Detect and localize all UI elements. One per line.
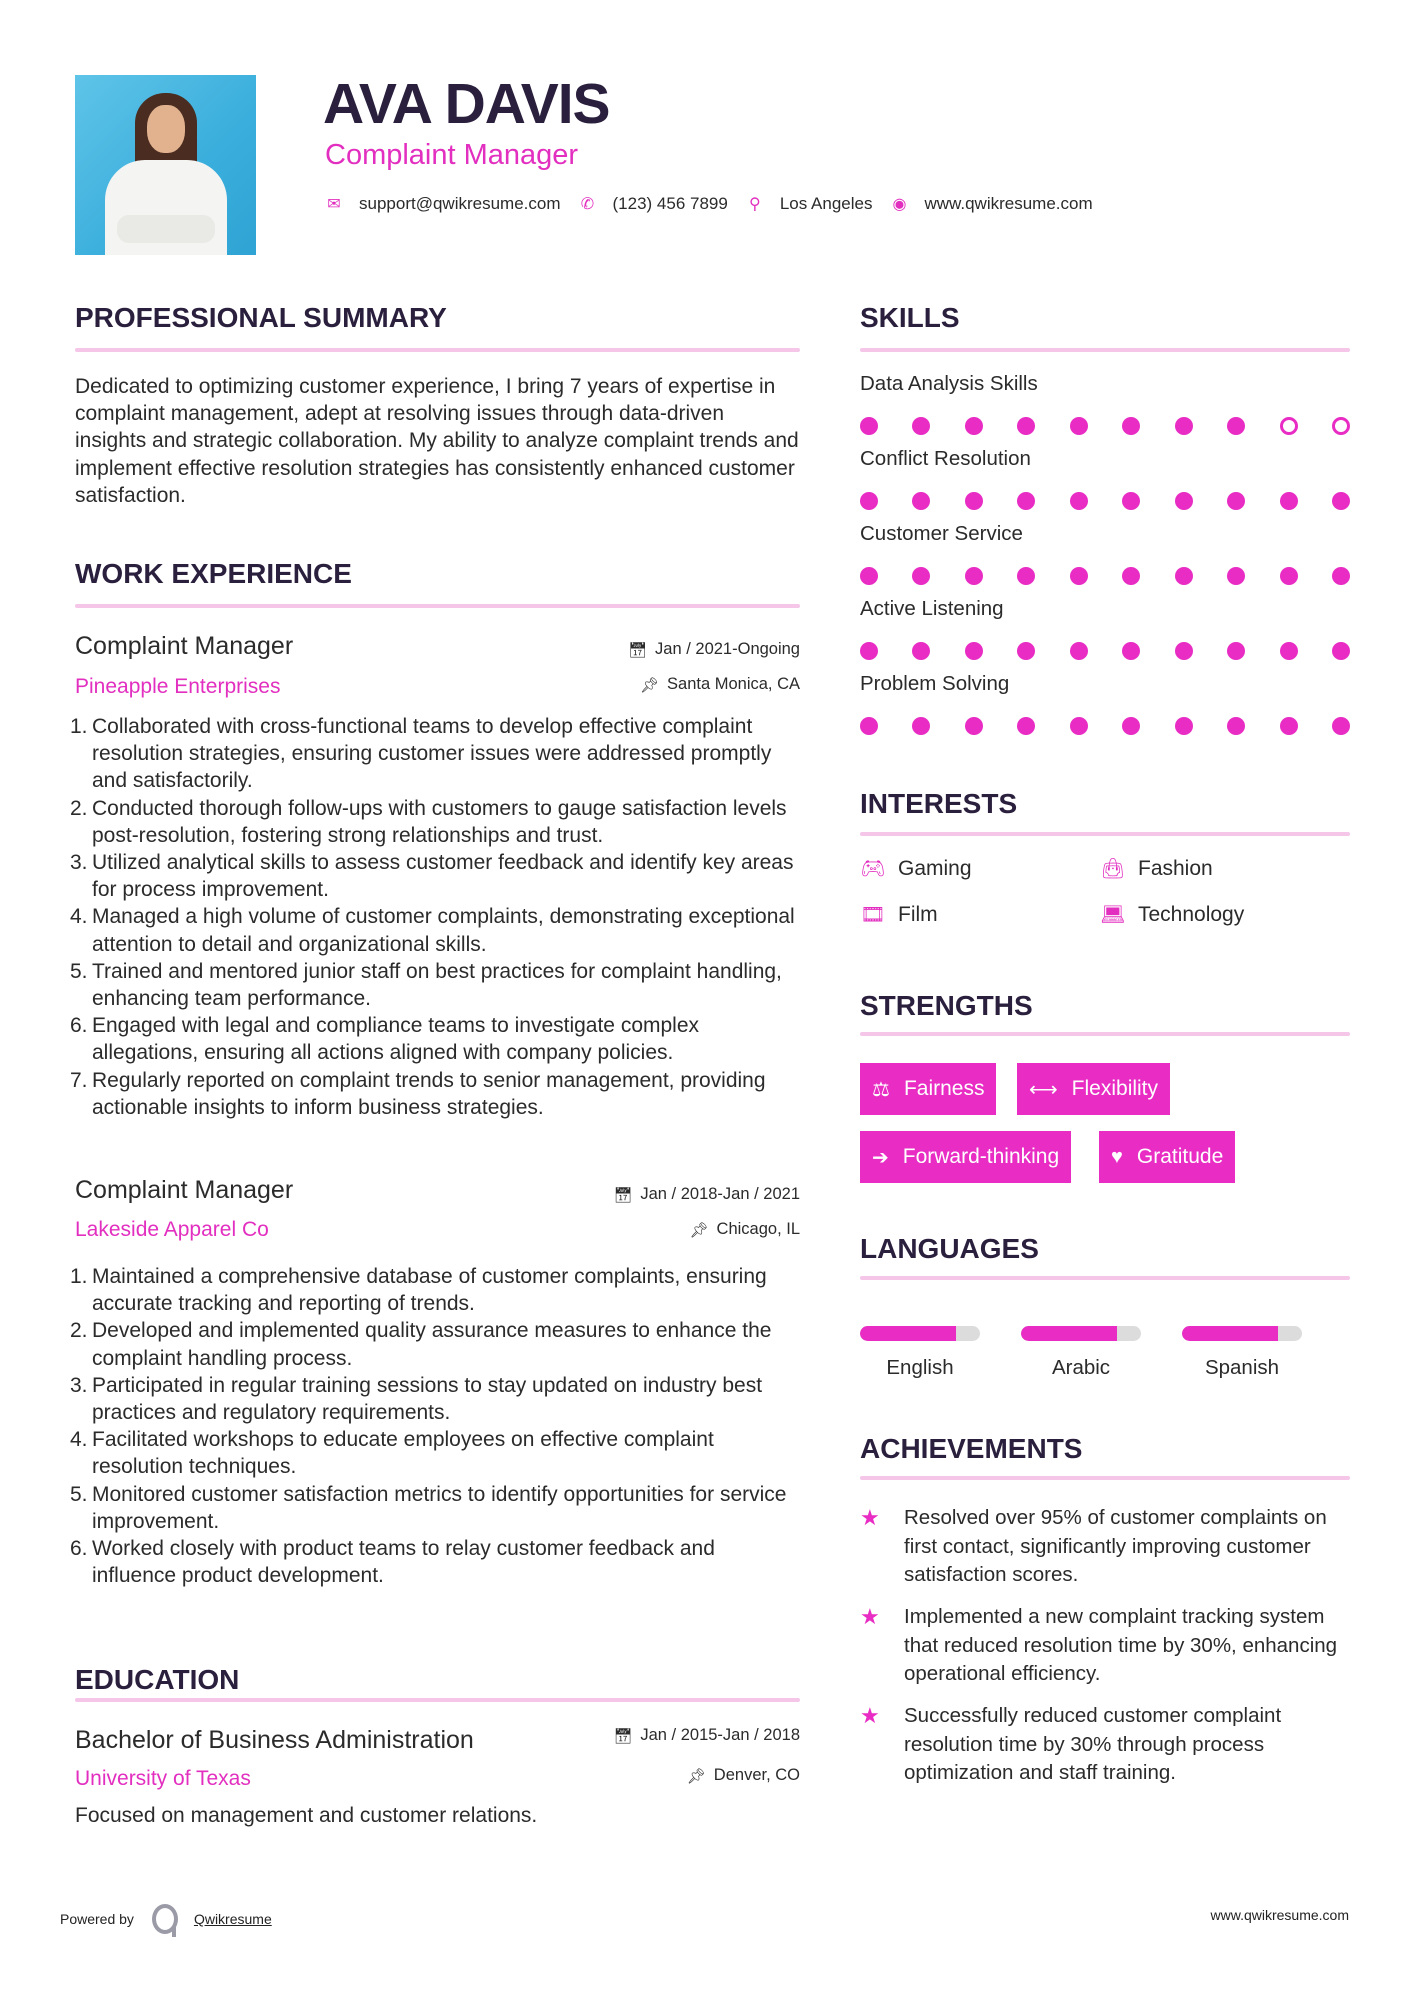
languages-heading: LANGUAGES	[860, 1233, 1039, 1264]
rating-dot-filled	[860, 567, 878, 585]
interest-item-film: 🎞︎ Film	[860, 902, 938, 926]
rating-dot-filled	[1175, 642, 1193, 660]
skill-rating	[860, 417, 1350, 435]
strengths-divider	[860, 1032, 1350, 1036]
strength-badge-fairness: ⚖ Fairness	[860, 1063, 996, 1115]
qwikresume-logo-icon	[152, 1904, 178, 1934]
job-title: Complaint Manager	[75, 632, 294, 660]
rating-dot-filled	[1280, 492, 1298, 510]
achievements-heading: ACHIEVEMENTS	[860, 1433, 1083, 1464]
summary-text: Dedicated to optimizing customer experience, I bring 7 years of expertise in complaint management, adept at resolving issues through data-driven insights and strategic collaboration. My ability to analyze complaint trends and implement effective resolution strategies has consistently enhanced customer satisfaction.	[75, 375, 799, 507]
arrows-horizontal-icon: ⟷	[1029, 1078, 1058, 1101]
rating-dot-filled	[912, 492, 930, 510]
rating-dot-filled	[965, 567, 983, 585]
envelope-icon: ✉	[327, 196, 341, 213]
powered-by-text: Powered by	[60, 1911, 134, 1927]
skill-rating	[860, 492, 1350, 510]
job-location	[689, 1220, 800, 1239]
footer-powered-by	[60, 1904, 272, 1934]
summary-divider	[75, 348, 800, 352]
skill-label: Active Listening	[860, 597, 1004, 620]
experience-divider	[75, 604, 800, 608]
bullet-item: 1. Maintained a comprehensive database of customer complaints, ensuring accurate tracking and reporting of trends.	[70, 1265, 767, 1316]
arrow-right-icon: ➔	[872, 1146, 889, 1169]
job-bullets	[70, 1263, 800, 1589]
skill-rating	[860, 717, 1350, 735]
rating-dot-filled	[1227, 417, 1245, 435]
school-name: University of Texas	[75, 1767, 251, 1790]
achievement-item: ★ Resolved over 95% of customer complaints on first contact, significantly improving customer satisfaction scores.	[860, 1504, 1350, 1590]
rating-dot-filled	[1280, 642, 1298, 660]
rating-dot-filled	[912, 717, 930, 735]
qwikresume-link[interactable]: Qwikresume	[193, 1911, 272, 1927]
job-company: Pineapple Enterprises	[75, 675, 281, 698]
balance-scale-icon: ⚖	[872, 1078, 890, 1101]
rating-dot-filled	[965, 642, 983, 660]
bullet-item: 5. Monitored customer satisfaction metrics to identify opportunities for service improvement.	[70, 1482, 787, 1533]
rating-dot-filled	[1175, 417, 1193, 435]
photo-face	[147, 105, 185, 153]
education-heading: EDUCATION	[75, 1664, 240, 1695]
contact-phone[interactable]	[579, 194, 728, 214]
interest-item-gaming: 🎮︎ Gaming	[860, 856, 972, 880]
job-company: Lakeside Apparel Co	[75, 1218, 269, 1241]
rating-dot-filled	[860, 717, 878, 735]
phone-icon: ✆	[580, 196, 595, 213]
skill-label: Customer Service	[860, 522, 1023, 545]
calendar-icon: 📅︎	[613, 1186, 633, 1204]
rating-dot-filled	[1227, 567, 1245, 585]
contact-location-text: Los Angeles	[779, 194, 873, 213]
rating-dot-filled	[965, 717, 983, 735]
rating-dot-filled	[860, 642, 878, 660]
education-location	[687, 1766, 800, 1785]
rating-dot-filled	[1070, 492, 1088, 510]
job-location-text: Chicago, IL	[716, 1220, 800, 1238]
rating-dot-filled	[912, 417, 930, 435]
language-bar-fill	[1021, 1326, 1117, 1341]
education-description: Focused on management and customer relations.	[75, 1804, 538, 1827]
education-location-text: Denver, CO	[713, 1766, 800, 1784]
shooting-star-icon: ★	[860, 1703, 880, 1728]
job-dates	[628, 640, 800, 659]
skills-divider	[860, 348, 1350, 352]
rating-dot-filled	[1227, 717, 1245, 735]
shooting-star-icon: ★	[860, 1505, 880, 1530]
summary-heading: PROFESSIONAL SUMMARY	[75, 302, 447, 333]
contact-email-text: support@qwikresume.com	[359, 194, 561, 213]
rating-dot-filled	[1122, 642, 1140, 660]
rating-dot-filled	[965, 417, 983, 435]
rating-dot-filled	[1017, 417, 1035, 435]
rating-dot-filled	[1070, 567, 1088, 585]
rating-dot-filled	[1175, 717, 1193, 735]
bullet-item: 2. Developed and implemented quality assurance measures to enhance the complaint handling process.	[70, 1319, 772, 1370]
language-bar	[1021, 1326, 1141, 1341]
rating-dot-filled	[1017, 567, 1035, 585]
language-bar	[860, 1326, 980, 1341]
rating-dot-filled	[1332, 717, 1350, 735]
calendar-icon: 📅︎	[628, 641, 648, 659]
job-location-text: Santa Monica, CA	[667, 675, 800, 693]
interests-divider	[860, 832, 1350, 836]
rating-dot-filled	[1332, 642, 1350, 660]
job-dates-text: Jan / 2018-Jan / 2021	[640, 1185, 800, 1203]
language-label: Spanish	[1204, 1356, 1280, 1379]
rating-dot-filled	[1070, 717, 1088, 735]
rating-dot-filled	[1227, 492, 1245, 510]
film-icon: 🎞︎	[860, 904, 886, 926]
bullet-item: 6. Engaged with legal and compliance teams to investigate complex allegations, ensuring all actions aligned with company policies.	[70, 1014, 700, 1065]
contact-website[interactable]	[890, 194, 1092, 214]
bullet-item: 3. Participated in regular training sessions to stay updated on industry best practices and regulatory requirements.	[70, 1373, 763, 1425]
rating-dot-empty	[1280, 417, 1298, 435]
rating-dot-filled	[912, 642, 930, 660]
calendar-icon: 📅︎	[613, 1727, 633, 1745]
candidate-title: Complaint Manager	[325, 139, 579, 171]
bullet-item: 2. Conducted thorough follow-ups with customers to gauge satisfaction levels post-resolution, fostering strong relationships and trust.	[70, 796, 787, 847]
languages-divider	[860, 1276, 1350, 1280]
skill-label: Data Analysis Skills	[860, 372, 1038, 395]
skill-label: Problem Solving	[860, 672, 1010, 695]
bullet-item: 4. Facilitated workshops to educate employees on effective complaint resolution techniques.	[70, 1428, 714, 1479]
language-bar	[1182, 1326, 1302, 1341]
contact-website-text: www.qwikresume.com	[924, 194, 1093, 213]
job-dates-text: Jan / 2021-Ongoing	[655, 640, 800, 658]
contact-phone-text: (123) 456 7899	[612, 194, 728, 213]
experience-heading: WORK EXPERIENCE	[75, 558, 352, 589]
education-dates	[613, 1726, 800, 1745]
job-bullets	[70, 713, 800, 1121]
laptop-icon: 💻︎	[1100, 904, 1126, 926]
degree-title: Bachelor of Business Administration	[75, 1726, 474, 1754]
job-location	[640, 675, 800, 694]
strength-badge-gratitude: ♥ Gratitude	[1099, 1131, 1235, 1183]
rating-dot-filled	[1280, 567, 1298, 585]
skill-rating	[860, 567, 1350, 585]
interest-item-technology: 💻︎ Technology	[1100, 902, 1245, 926]
strength-badge-flexibility: ⟷ Flexibility	[1017, 1063, 1170, 1115]
rating-dot-filled	[912, 567, 930, 585]
rating-dot-filled	[1122, 567, 1140, 585]
education-dates-text: Jan / 2015-Jan / 2018	[640, 1726, 800, 1744]
shopping-bag-icon: 👜︎	[1100, 858, 1126, 880]
contact-email[interactable]	[325, 194, 561, 214]
rating-dot-filled	[1070, 417, 1088, 435]
rating-dot-filled	[1122, 717, 1140, 735]
rating-dot-empty	[1332, 417, 1350, 435]
bullet-item: 1. Collaborated with cross-functional teams to develop effective complaint resolution strategies, ensuring customer issues were addressed promptly and satisfactorily.	[70, 715, 772, 793]
profile-photo	[75, 75, 256, 255]
bullet-item: 4. Managed a high volume of customer complaints, demonstrating exceptional attention to detail and organizational skills.	[70, 905, 795, 956]
contact-bar	[325, 194, 1111, 214]
rating-dot-filled	[1070, 642, 1088, 660]
rating-dot-filled	[1175, 567, 1193, 585]
footer-website[interactable]: www.qwikresume.com	[1210, 1907, 1349, 1923]
rating-dot-filled	[1280, 717, 1298, 735]
rating-dot-filled	[860, 417, 878, 435]
language-bar-fill	[860, 1326, 956, 1341]
rating-dot-filled	[1122, 417, 1140, 435]
skill-rating	[860, 642, 1350, 660]
achievements-divider	[860, 1476, 1350, 1480]
language-bar-fill	[1182, 1326, 1278, 1341]
pushpin-icon: 📌︎	[689, 1221, 709, 1239]
rating-dot-filled	[1175, 492, 1193, 510]
interests-heading: INTERESTS	[860, 788, 1018, 819]
pushpin-icon: 📌︎	[639, 676, 660, 694]
rating-dot-filled	[1017, 492, 1035, 510]
achievement-item: ★ Successfully reduced customer complaint resolution time by 30% through process optimization and staff training.	[860, 1702, 1350, 1788]
map-pin-icon: ⚲	[748, 196, 761, 213]
shooting-star-icon: ★	[860, 1604, 880, 1629]
rating-dot-filled	[1017, 642, 1035, 660]
bullet-item: 7. Regularly reported on complaint trends to senior management, providing actionable insights to inform business strategies.	[70, 1068, 766, 1119]
contact-location	[746, 194, 873, 214]
rating-dot-filled	[1017, 717, 1035, 735]
strengths-heading: STRENGTHS	[860, 990, 1033, 1021]
bullet-item: 6. Worked closely with product teams to relay customer feedback and influence product development.	[70, 1537, 715, 1588]
rating-dot-filled	[965, 492, 983, 510]
heart-icon: ♥	[1111, 1145, 1123, 1168]
language-label: English	[886, 1356, 954, 1379]
pushpin-icon: 📌︎	[686, 1767, 706, 1785]
photo-arms	[117, 215, 215, 243]
job-dates	[613, 1185, 800, 1204]
achievement-item: ★ Implemented a new complaint tracking system that reduced resolution time by 30%, enhancing operational efficiency.	[860, 1603, 1350, 1689]
candidate-name: AVA DAVIS	[323, 72, 610, 136]
interest-item-fashion: 👜︎ Fashion	[1100, 856, 1213, 880]
education-divider	[75, 1698, 800, 1702]
rating-dot-filled	[1332, 567, 1350, 585]
language-label: Arabic	[1051, 1356, 1111, 1379]
skill-label: Conflict Resolution	[860, 447, 1031, 470]
rating-dot-filled	[860, 492, 878, 510]
globe-icon: ◉	[892, 196, 907, 213]
gamepad-icon: 🎮︎	[860, 858, 886, 880]
bullet-item: 5. Trained and mentored junior staff on best practices for complaint handling, enhancing team performance.	[70, 959, 782, 1011]
strength-badge-forward-thinking: ➔ Forward-thinking	[860, 1131, 1071, 1183]
rating-dot-filled	[1122, 492, 1140, 510]
rating-dot-filled	[1227, 642, 1245, 660]
job-title: Complaint Manager	[75, 1176, 294, 1204]
skills-heading: SKILLS	[860, 302, 960, 333]
rating-dot-filled	[1332, 492, 1350, 510]
bullet-item: 3. Utilized analytical skills to assess customer feedback and identify key areas for process improvement.	[70, 851, 794, 902]
